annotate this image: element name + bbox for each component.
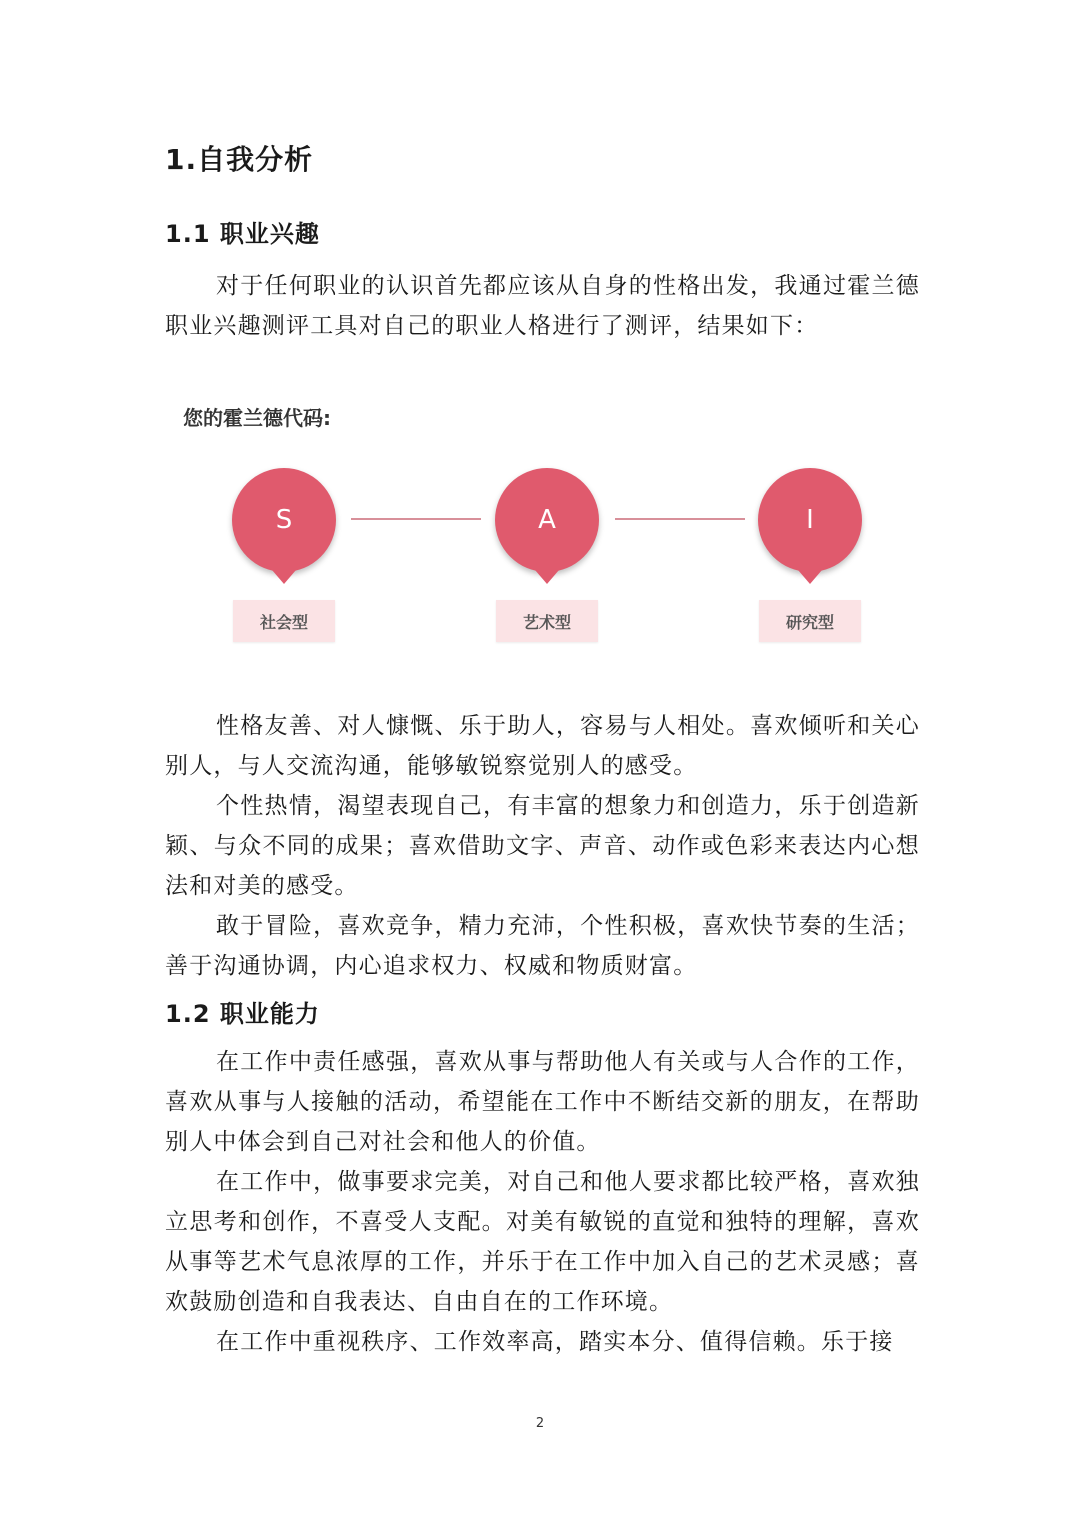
code-label-social: 社会型 [233, 600, 335, 642]
code-circle: A [495, 468, 599, 572]
connector-line [615, 518, 745, 520]
connector-line [351, 518, 481, 520]
section-heading-interest: 1.1 职业兴趣 [165, 220, 320, 248]
holland-node-s [232, 468, 336, 608]
chapter-heading: 1.自我分析 [165, 143, 314, 176]
trait-paragraph: 敢于冒险，喜欢竞争，精力充沛，个性积极，喜欢快节奏的生活；善于沟通协调，内心追求权力、权威和物质财富。 [165, 913, 920, 979]
pointer-triangle-icon [535, 570, 559, 584]
section-heading-ability: 1.2 职业能力 [165, 1000, 320, 1028]
ability-paragraph: 在工作中重视秩序、工作效率高，踏实本分、值得信赖。乐于接 [216, 1329, 894, 1355]
code-label-artistic: 艺术型 [496, 600, 598, 642]
ability-paragraph: 在工作中责任感强，喜欢从事与帮助他人有关或与人合作的工作，喜欢从事与人接触的活动，希望能在工作中不断结交新的朋友，在帮助别人中体会到自己对社会和他人的价值。 [165, 1049, 920, 1155]
holland-node-a [495, 468, 599, 608]
pointer-triangle-icon [798, 570, 822, 584]
ability-paragraph: 在工作中，做事要求完美，对自己和他人要求都比较严格，喜欢独立思考和创作，不喜受人支配。对美有敏锐的直觉和独特的理解，喜欢从事等艺术气息浓厚的工作，并乐于在工作中加入自己的艺术灵感；喜欢鼓励创造和自我表达、自由自在的工作环境。 [165, 1169, 920, 1315]
code-circle: S [232, 468, 336, 572]
trait-paragraph: 个性热情，渴望表现自己，有丰富的想象力和创造力，乐于创造新颖、与众不同的成果；喜欢借助文字、声音、动作或色彩来表达内心想法和对美的感受。 [165, 793, 920, 899]
intro-paragraph: 对于任何职业的认识首先都应该从自身的性格出发，我通过霍兰德职业兴趣测评工具对自己的职业人格进行了测评，结果如下： [165, 273, 920, 339]
code-circle: I [758, 468, 862, 572]
holland-code-figure [165, 388, 915, 668]
page-number: 2 [535, 1416, 545, 1431]
trait-paragraph: 性格友善、对人慷慨、乐于助人，容易与人相处。喜欢倾听和关心别人，与人交流沟通，能够敏锐察觉别人的感受。 [165, 713, 920, 779]
holland-node-i [758, 468, 862, 608]
figure-title: 您的霍兰德代码: [183, 406, 331, 430]
pointer-triangle-icon [272, 570, 296, 584]
code-label-investigative: 研究型 [759, 600, 861, 642]
